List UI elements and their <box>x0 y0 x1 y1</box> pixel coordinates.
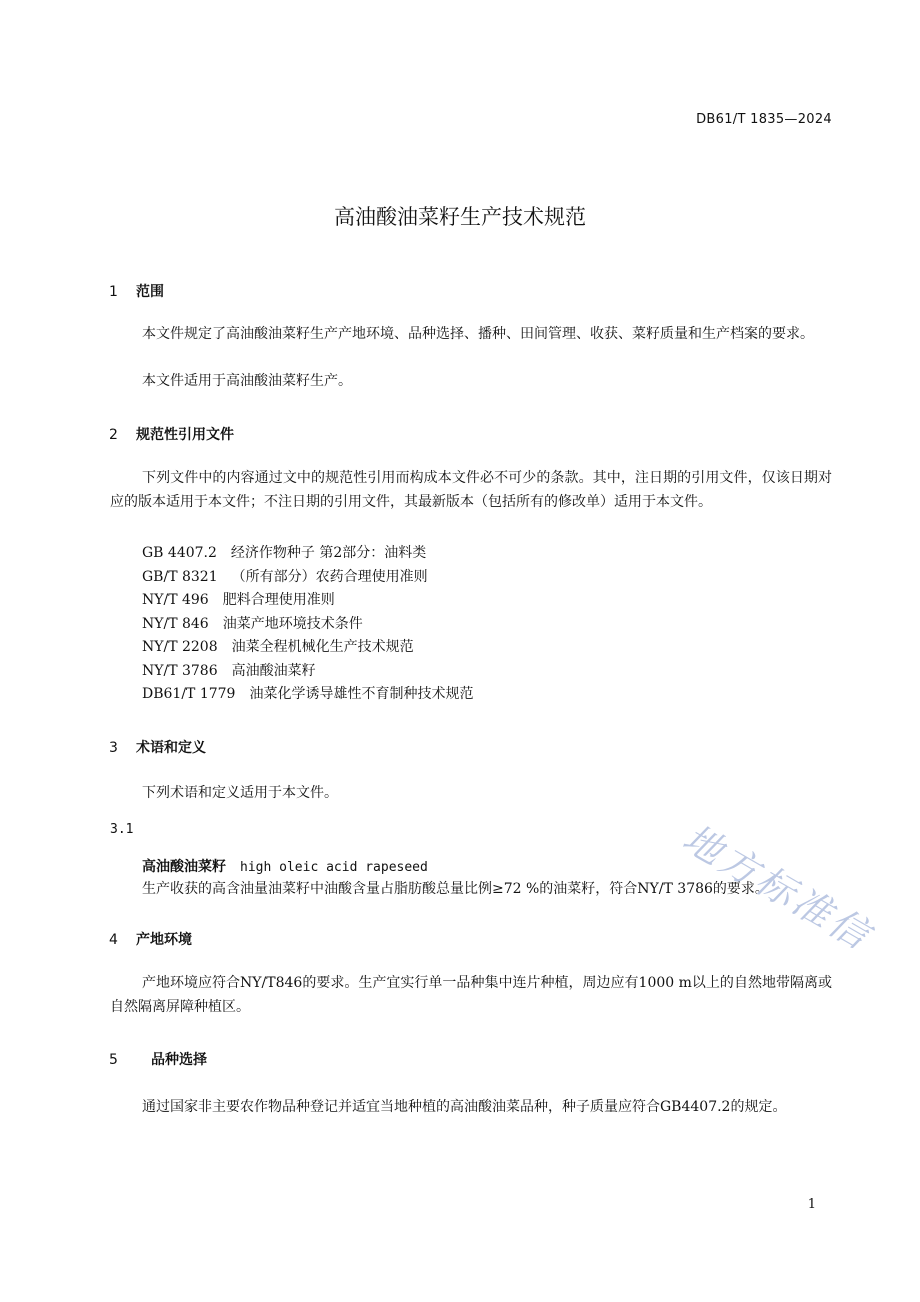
section-number: 5 <box>109 1052 118 1068</box>
document-title: 高油酸油菜籽生产技术规范 <box>334 205 586 229</box>
reference-list <box>142 542 832 707</box>
section-1-heading <box>109 281 164 301</box>
reference-code: DB61/T 1779 <box>142 686 236 702</box>
term-chinese: 高油酸油菜籽 <box>142 859 226 875</box>
reference-code: GB 4407.2 <box>142 545 217 561</box>
reference-item <box>142 566 832 590</box>
reference-item <box>142 660 832 684</box>
reference-code: NY/T 2208 <box>142 639 218 655</box>
section-number: 1 <box>109 284 118 300</box>
term-entry <box>142 856 428 876</box>
reference-title: 油菜全程机械化生产技术规范 <box>231 639 414 655</box>
section-title: 范围 <box>136 284 164 300</box>
paragraph: 通过国家非主要农作物品种登记并适宜当地种植的高油酸油菜品种，种子质量应符合GB4407.2的规定。 <box>142 1099 787 1115</box>
section-4-heading <box>109 929 192 949</box>
reference-code: NY/T 846 <box>142 615 209 632</box>
reference-title: （所有部分）农药合理使用准则 <box>231 568 428 585</box>
subsection-number: 3.1 <box>110 822 134 837</box>
reference-item <box>142 683 832 707</box>
paragraph: 下列文件中的内容通过文中的规范性引用而构成本文件必不可少的条款。其中，注日期的引用文件，仅该日期对应的版本适用于本文件；不注日期的引用文件，其最新版本（包括所有的修改单）适用于本文件。 <box>110 470 832 510</box>
reference-code: GB/T 8321 <box>142 568 218 585</box>
paragraph: 产地环境应符合NY/T846的要求。生产宜实行单一品种集中连片种植，周边应有1000 m以上的自然地带隔离或自然隔离屏障种植区。 <box>110 975 832 1015</box>
reference-item <box>142 589 832 613</box>
reference-item <box>142 636 832 660</box>
section-3-heading <box>109 737 206 757</box>
reference-title: 经济作物种子 第2部分：油料类 <box>230 545 427 561</box>
section-number: 4 <box>109 932 118 948</box>
term-english: high oleic acid rapeseed <box>240 860 428 875</box>
reference-code: NY/T 3786 <box>142 662 218 679</box>
paragraph: 本文件适用于高油酸油菜籽生产。 <box>142 373 352 389</box>
section-title: 术语和定义 <box>136 740 206 756</box>
reference-code: NY/T 496 <box>142 592 209 608</box>
section-title: 产地环境 <box>136 932 192 948</box>
section-number: 2 <box>109 427 118 443</box>
term-definition: 生产收获的高含油量油菜籽中油酸含量占脂肪酸总量比例≥72 %的油菜籽，符合NY/T 3786的要求。 <box>142 881 769 897</box>
paragraph: 下列术语和定义适用于本文件。 <box>142 785 338 801</box>
section-number: 3 <box>109 740 118 756</box>
paragraph: 本文件规定了高油酸油菜籽生产产地环境、品种选择、播种、田间管理、收获、菜籽质量和生产档案的要求。 <box>142 326 814 342</box>
page-number: 1 <box>807 1197 816 1212</box>
reference-title: 肥料合理使用准则 <box>222 592 335 608</box>
section-5-heading <box>109 1049 207 1069</box>
watermark: 地方标准信 <box>675 815 880 959</box>
reference-title: 油菜产地环境技术条件 <box>222 615 363 632</box>
reference-title: 油菜化学诱导雄性不育制种技术规范 <box>249 686 474 702</box>
document-code: DB61/T 1835—2024 <box>696 112 832 127</box>
section-title: 品种选择 <box>151 1052 207 1068</box>
reference-item <box>142 613 832 637</box>
section-2-heading <box>109 424 234 444</box>
reference-title: 高油酸油菜籽 <box>231 662 316 679</box>
section-title: 规范性引用文件 <box>136 427 234 443</box>
reference-item <box>142 542 832 566</box>
